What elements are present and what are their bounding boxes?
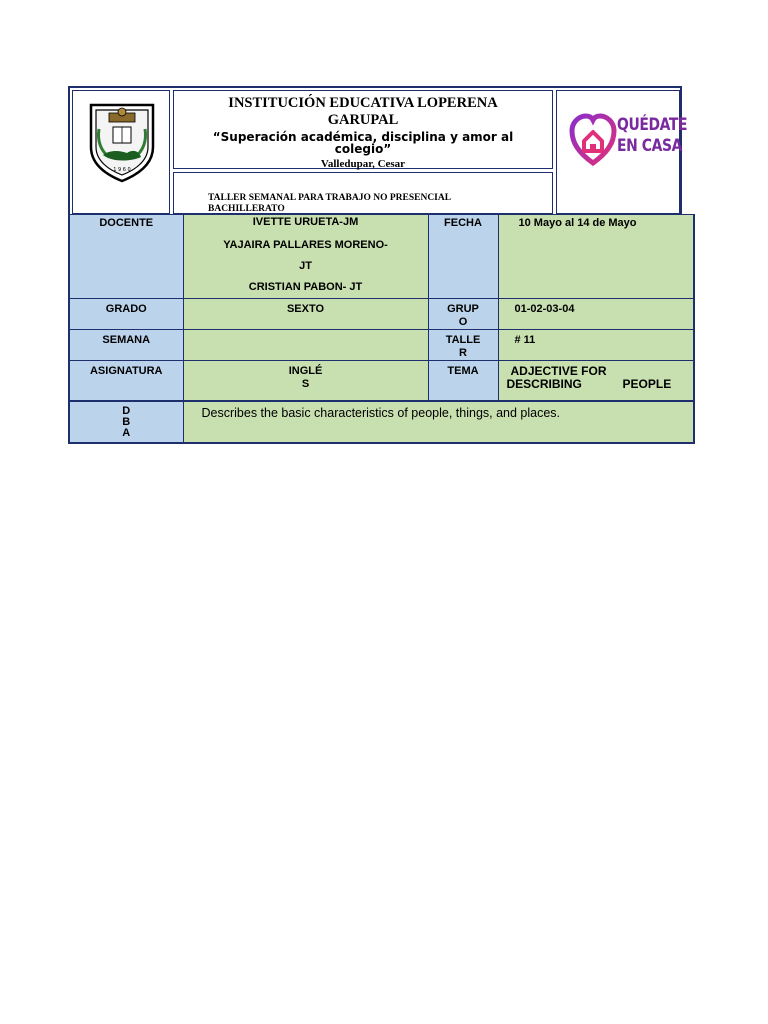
svg-text:1 9 6 0: 1 9 6 0 (113, 167, 131, 173)
workshop-title: TALLER SEMANAL PARA TRABAJO NO PRESENCIAL BACHILLERATO (208, 193, 451, 214)
semana-label-text: SEMANA (102, 334, 151, 346)
tema-label-text: TEMA (447, 365, 479, 377)
taller-label (428, 330, 498, 361)
asignatura-label (69, 361, 183, 401)
city: Valledupar, Cesar (320, 158, 406, 170)
institution-name-line1: INSTITUCIÓN EDUCATIVA LOPERENA (228, 95, 498, 111)
institution-name (174, 95, 552, 129)
institution-title-cell (173, 90, 553, 169)
quedate-en-casa-badge (569, 111, 688, 169)
docente-name-3: JT (299, 260, 312, 272)
docente-value (183, 215, 428, 299)
document-header (68, 86, 688, 216)
docente-label-text: DOCENTE (99, 217, 154, 229)
fecha-value-text: 10 Mayo al 14 de Mayo (518, 217, 637, 229)
badge-line1: QUÉDATE (617, 115, 688, 135)
fecha-value (498, 215, 694, 299)
asignatura-label-text: ASIGNATURA (89, 365, 163, 377)
fecha-label (428, 215, 498, 299)
table-row (69, 361, 694, 401)
badge-cell (556, 90, 688, 214)
grupo-value-text: 01-02-03-04 (514, 303, 575, 315)
workshop-cell (173, 172, 553, 214)
docente-name-1: IVETTE URUETA-JM (252, 216, 359, 228)
asignatura-value (183, 361, 428, 401)
docente-name-2: YAJAIRA PALLARES MORENO- (223, 239, 388, 251)
tema-value-line2b: PEOPLE (622, 377, 672, 391)
grado-label (69, 299, 183, 330)
taller-label-text-1: TALLE (445, 334, 481, 346)
dba-label-d: D (122, 404, 131, 417)
docente-name-4: CRISTIAN PABON- JT (248, 281, 363, 293)
asignatura-value-text-2: S (301, 378, 310, 390)
taller-value-text: # 11 (514, 334, 536, 346)
grado-value (183, 299, 428, 330)
table-row (69, 299, 694, 330)
badge-text (617, 115, 687, 157)
grupo-label-text-1: GRUP (447, 303, 479, 315)
motto: “Superación académica, disciplina y amor al colegio” (212, 130, 514, 156)
heart-house-icon (569, 111, 617, 169)
fecha-label-text: FECHA (444, 217, 482, 229)
school-crest-icon (87, 99, 157, 183)
grupo-label (428, 299, 498, 330)
taller-label-text-2: R (459, 347, 467, 359)
tema-label (428, 361, 498, 401)
semana-value (183, 330, 428, 361)
grupo-label-text-2: O (458, 316, 468, 328)
tema-value (498, 361, 694, 401)
institution-name-line2: GARUPAL (327, 112, 399, 128)
taller-value (498, 330, 694, 361)
grado-label-text: GRADO (105, 303, 147, 315)
tema-value-line2a: DESCRIBING (506, 377, 582, 391)
table-row (69, 401, 694, 443)
table-row (69, 215, 694, 299)
badge-line2: EN CASA (617, 136, 683, 156)
logo-cell (72, 90, 170, 214)
dba-label (69, 401, 183, 443)
grupo-value (498, 299, 694, 330)
tema-value-line1: ADJECTIVE FOR (510, 364, 607, 378)
info-table (68, 214, 695, 444)
asignatura-value-text-1: INGLÉ (288, 365, 323, 377)
dba-value-text: Describes the basic characteristics of people, things, and places. (201, 405, 561, 420)
table-row (69, 330, 694, 361)
dba-label-a: A (122, 426, 131, 439)
grado-value-text: SEXTO (286, 303, 325, 315)
dba-value (183, 401, 694, 443)
semana-label (69, 330, 183, 361)
docente-label (69, 215, 183, 299)
dba-label-b: B (122, 415, 131, 428)
